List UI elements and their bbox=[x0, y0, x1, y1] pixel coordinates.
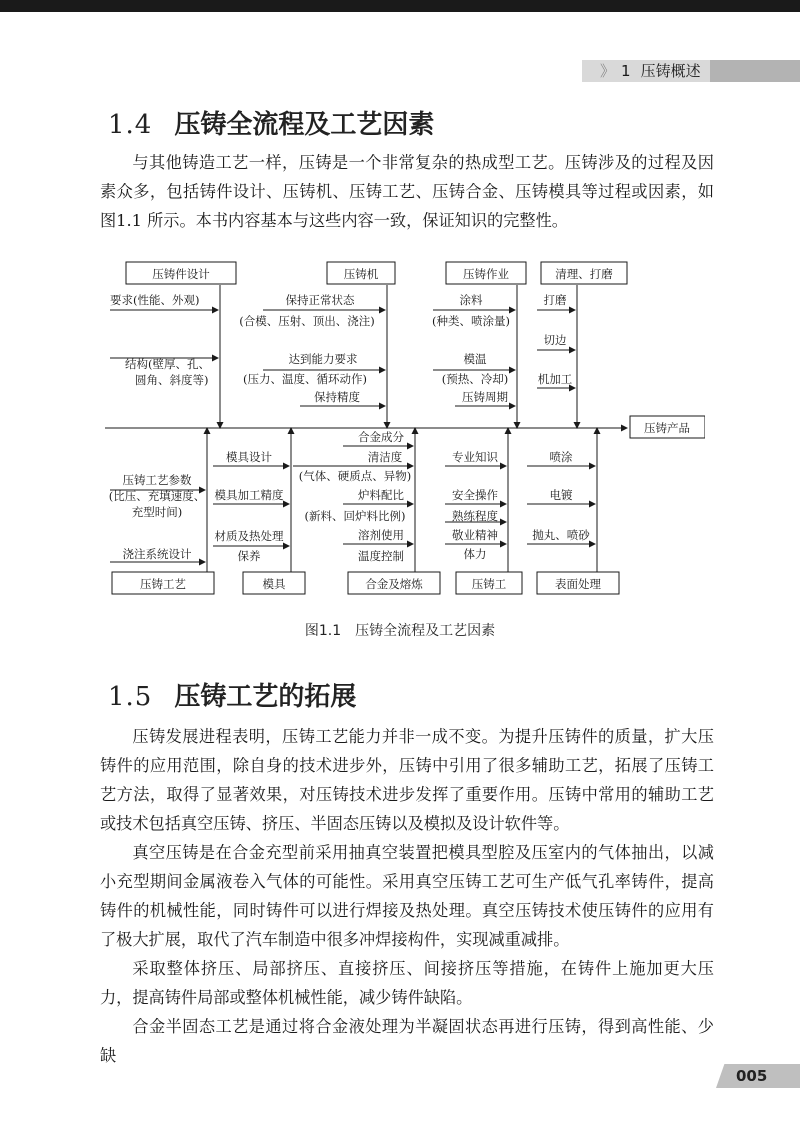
chapter-title: 压铸概述 bbox=[640, 62, 701, 80]
factor: 保持正常状态 bbox=[285, 293, 355, 307]
factor: 机加工 bbox=[537, 372, 573, 386]
factor: 浇注系统设计 bbox=[122, 547, 192, 561]
product-label: 压铸产品 bbox=[644, 421, 690, 435]
factor: 圆角、斜度等) bbox=[135, 373, 209, 387]
factor: 合金成分 bbox=[358, 430, 404, 444]
factor: (预热、冷却) bbox=[441, 372, 509, 386]
factor: 模具设计 bbox=[226, 450, 272, 464]
factor: (比压、充填速度、 bbox=[108, 489, 206, 503]
page-number: 005 bbox=[736, 1067, 768, 1085]
factor: (合模、压射、顶出、浇注) bbox=[239, 314, 375, 328]
factor: 要求(性能、外观) bbox=[110, 293, 200, 307]
category-alloy: 合金及熔炼 bbox=[365, 577, 423, 591]
paragraph: 合金半固态工艺是通过将合金液处理为半凝固状态再进行压铸，得到高性能、少缺 bbox=[100, 1017, 714, 1065]
factor: 结构(壁厚、孔、 bbox=[125, 357, 210, 371]
factor: 温度控制 bbox=[358, 549, 404, 563]
factor: 电镀 bbox=[549, 488, 573, 502]
top-bar bbox=[0, 0, 800, 12]
factor: 涂料 bbox=[459, 293, 483, 307]
factor: 炉料配比 bbox=[358, 488, 404, 502]
section-number: 1.5 bbox=[108, 682, 153, 712]
section-number: 1.4 bbox=[108, 110, 153, 140]
factor: 切边 bbox=[543, 333, 567, 347]
figure-caption: 图1.1 压铸全流程及工艺因素 bbox=[304, 623, 496, 639]
paragraph: 与其他铸造工艺一样，压铸是一个非常复杂的热成型工艺。压铸涉及的过程及因素众多，包括铸件设计、压铸机、压铸工艺、压铸合金、压铸模具等过程或因素，如图1.1 所示。本书内容基本与这些内容一致，保证知识的完整性。 bbox=[100, 153, 714, 230]
factor: 敬业精神 bbox=[452, 528, 498, 542]
category-mold: 模具 bbox=[262, 577, 286, 591]
factor: 清洁度 bbox=[367, 450, 403, 464]
category-surface: 表面处理 bbox=[555, 577, 601, 591]
category-worker: 压铸工 bbox=[471, 577, 507, 591]
factor: (压力、温度、循环动作) bbox=[243, 372, 367, 386]
factor: 材质及热处理 bbox=[214, 529, 284, 543]
section-heading-1-5 bbox=[108, 676, 356, 713]
factor: 压铸工艺参数 bbox=[122, 473, 192, 487]
category-casting-design: 压铸件设计 bbox=[152, 267, 210, 281]
section-title: 压铸工艺的拓展 bbox=[174, 682, 357, 712]
category-operation: 压铸作业 bbox=[463, 267, 509, 281]
category-machine: 压铸机 bbox=[343, 267, 379, 281]
factor: 抛丸、喷砂 bbox=[532, 528, 590, 542]
factor: 体力 bbox=[463, 547, 487, 561]
factor: 模温 bbox=[463, 352, 487, 366]
factor: 达到能力要求 bbox=[288, 352, 358, 366]
factor: 打磨 bbox=[543, 293, 567, 307]
factor: 喷涂 bbox=[549, 450, 573, 464]
factor: (新料、回炉料比例) bbox=[304, 509, 406, 523]
factor: 保养 bbox=[237, 549, 261, 563]
factor: 熟练程度 bbox=[452, 509, 498, 523]
factor: (气体、硬质点、异物) bbox=[298, 469, 412, 483]
category-process: 压铸工艺 bbox=[140, 577, 186, 591]
paragraph: 采取整体挤压、局部挤压、直接挤压、间接挤压等措施，在铸件上施加更大压力，提高铸件局部或整体机械性能，减少铸件缺陷。 bbox=[100, 959, 714, 1007]
factor: (种类、喷涂量) bbox=[432, 314, 510, 328]
section-heading-1-4 bbox=[108, 104, 434, 141]
section-title: 压铸全流程及工艺因素 bbox=[174, 110, 435, 140]
running-header bbox=[600, 60, 701, 82]
factor: 保持精度 bbox=[314, 390, 360, 404]
fishbone-diagram bbox=[105, 258, 705, 603]
section-1-4-body bbox=[100, 148, 714, 235]
factor: 溶剂使用 bbox=[358, 528, 404, 542]
factor: 模具加工精度 bbox=[214, 488, 284, 502]
paragraph: 真空压铸是在合金充型前采用抽真空装置把模具型腔及压室内的气体抽出，以减小充型期间金属液卷入气体的可能性。采用真空压铸工艺可生产低气孔率铸件，提高铸件的机械性能，同时铸件可以进行焊接及热处理。真空压铸技术使压铸件的应用有了极大扩展，取代了汽车制造中很多冲焊接构件，实现减重减排。 bbox=[100, 843, 714, 949]
category-cleaning: 清理、打磨 bbox=[555, 267, 613, 281]
section-1-5-body bbox=[100, 722, 714, 1070]
factor: 专业知识 bbox=[452, 450, 498, 464]
factor: 压铸周期 bbox=[462, 390, 508, 404]
paragraph: 压铸发展进程表明，压铸工艺能力并非一成不变。为提升压铸件的质量，扩大压铸件的应用范围，除自身的技术进步外，压铸中引用了很多辅助工艺，拓展了压铸工艺方法，取得了显著效果，对压铸技术进步发挥了重要作用。压铸中常用的辅助工艺或技术包括真空压铸、挤压、半固态压铸以及模拟及设计软件等。 bbox=[100, 727, 714, 833]
factor: 充型时间) bbox=[131, 505, 183, 519]
factor: 安全操作 bbox=[452, 488, 498, 502]
chapter-number: 1 bbox=[621, 62, 631, 80]
chevron-double-icon: 》 bbox=[600, 62, 616, 80]
